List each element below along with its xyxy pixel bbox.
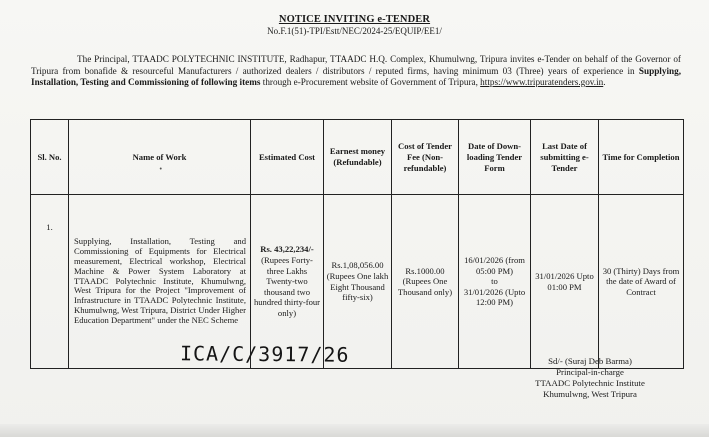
header-download-date: Date of Down-loading Tender Form bbox=[459, 120, 531, 195]
header-estimated-cost: Estimated Cost bbox=[251, 120, 324, 195]
cell-tender-fee: Rs.1000.00 (Rupees One Thousand only) bbox=[392, 195, 459, 369]
estimated-cost-words: (Rupees Forty-three Lakhs Twenty-two thousand two hundred thirty-four only) bbox=[253, 255, 321, 318]
tender-table bbox=[30, 119, 684, 369]
header-completion-time: Time for Completion bbox=[599, 120, 684, 195]
signature-line-3: TTAADC Polytechnic Institute bbox=[535, 378, 645, 388]
notice-title: NOTICE INVITING e-TENDER bbox=[278, 14, 431, 25]
download-from: 16/01/2026 (from 05:00 PM) bbox=[464, 255, 525, 276]
tender-website-link[interactable]: https://www.tripuratenders.gov.in bbox=[480, 77, 604, 87]
header-name-of-work-label: Name of Work bbox=[132, 151, 187, 162]
cell-name-of-work: Supplying, Installation, Testing and Commissioning of Equipments for Electrical measurement, Electrical workshop, Electrical Machine & Power System Laboratory at TTAADC Polytechnic Institute, Khumulwng, West Tripura for the Project "Improvement of Infrastructure in TTAADC Polytechnic Institute, Khumulwng, West Tripura, District Under Higher Education Department" under the NEC Scheme bbox=[69, 195, 251, 369]
cell-sl-no: 1. bbox=[31, 195, 69, 369]
intro-text-1: The Principal, TTAADC POLYTECHNIC INSTITUTE, Radhapur, TTAADC H.Q. Complex, Khumulwng, Tripura invites e-Tender on behalf of the Governor of Tripura from bonafide & resourceful Manufacturers / authorized dealers / distributors / reputed firms, having minimum 03 (Three) years of experience in bbox=[31, 54, 681, 76]
table-header-row bbox=[31, 120, 684, 195]
cell-last-date: 31/01/2026 Upto 01:00 PM bbox=[531, 195, 599, 369]
header-tender-fee: Cost of Tender Fee (Non-refundable) bbox=[392, 120, 459, 195]
download-to: 31/01/2026 (Upto 12:00 PM) bbox=[463, 286, 526, 308]
intro-paragraph bbox=[31, 54, 681, 89]
cell-earnest-money: Rs.1,08,056.00 (Rupees One lakh Eight Thousand fifty-six) bbox=[324, 195, 392, 369]
page-bottom-shadow bbox=[0, 424, 709, 437]
handwritten-note: ICA/C/3917/26 bbox=[179, 341, 350, 367]
header-name-of-work bbox=[69, 120, 251, 195]
signature-line-2: Principal-in-charge bbox=[556, 367, 624, 377]
download-to-label: to bbox=[491, 276, 498, 287]
intro-link-suffix: . bbox=[603, 77, 606, 87]
header-last-date: Last Date of submitting e-Tender bbox=[531, 120, 599, 195]
signature-line-4: Khumulwng, West Tripura bbox=[543, 389, 637, 399]
notice-reference: No.F.1(51)-TPI/Estt/NEC/2024-25/EQUIP/EE1/ bbox=[267, 26, 442, 36]
table-row bbox=[31, 195, 684, 369]
signature-block bbox=[490, 356, 690, 400]
signature-line-1: Sd/- (Suraj Deb Barma) bbox=[548, 356, 632, 366]
header-sl-no: Sl. No. bbox=[31, 120, 69, 195]
cell-download-date bbox=[459, 195, 531, 369]
cell-completion-time: 30 (Thirty) Days from the date of Award of Contract bbox=[599, 195, 684, 369]
intro-text-2: through e-Procurement website of Government of Tripura, bbox=[260, 77, 478, 87]
estimated-cost-amount: Rs. 43,22,234/- bbox=[260, 244, 314, 255]
header-earnest-money: Earnest money (Refundable) bbox=[324, 120, 392, 195]
header-mark: • bbox=[159, 165, 162, 173]
intro-bold-text: Supplying, Installation, Testing and Commissioning of following items bbox=[31, 65, 681, 87]
